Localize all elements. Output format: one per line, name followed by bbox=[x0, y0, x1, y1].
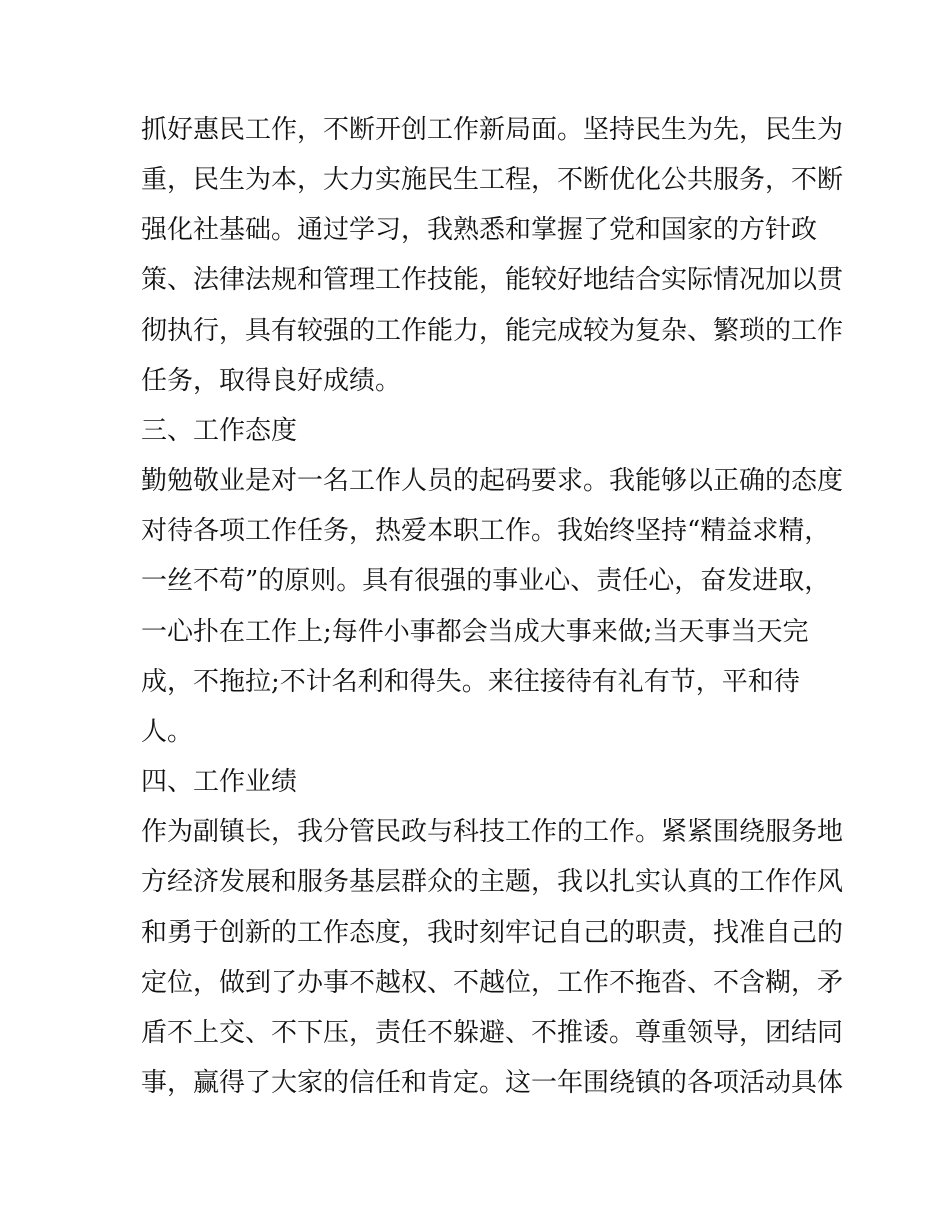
section-heading: 三、工作态度 bbox=[141, 416, 298, 446]
paragraph-line: 定位，做到了办事不越权、不越位，工作不拖沓、不含糊，矛 bbox=[141, 968, 844, 998]
paragraph-line: 强化社基础。通过学习，我熟悉和掌握了党和国家的方针政 bbox=[141, 215, 818, 245]
paragraph-line: 人。 bbox=[141, 717, 194, 747]
paragraph-line: 成，不拖拉;不计名利和得失。来往接待有礼有节，平和待 bbox=[141, 667, 800, 697]
paragraph-line: 一心扑在工作上;每件小事都会当成大事来做;当天事当天完 bbox=[141, 617, 809, 647]
paragraph-line: 作为副镇长，我分管民政与科技工作的工作。紧紧围绕服务地 bbox=[141, 817, 844, 847]
paragraph-line: 重，民生为本，大力实施民生工程，不断优化公共服务，不断 bbox=[141, 165, 844, 195]
paragraph-line: 和勇于创新的工作态度，我时刻牢记自己的职责，找准自己的 bbox=[141, 918, 844, 948]
section-heading: 四、工作业绩 bbox=[141, 767, 298, 797]
paragraph-line: 彻执行，具有较强的工作能力，能完成较为复杂、繁琐的工作 bbox=[141, 316, 844, 346]
paragraph-line: 勤勉敬业是对一名工作人员的起码要求。我能够以正确的态度 bbox=[141, 466, 844, 496]
paragraph-line: 方经济发展和服务基层群众的主题，我以扎实认真的工作作风 bbox=[141, 867, 844, 897]
paragraph-line: 抓好惠民工作，不断开创工作新局面。坚持民生为先，民生为 bbox=[141, 115, 844, 145]
paragraph-line: 盾不上交、不下压，责任不躲避、不推诿。尊重领导，团结同 bbox=[141, 1018, 844, 1048]
paragraph-line: 对待各项工作任务，热爱本职工作。我始终坚持“精益求精， bbox=[141, 516, 831, 546]
paragraph-line: 任务，取得良好成绩。 bbox=[141, 366, 402, 396]
paragraph-line: 事，赢得了大家的信任和肯定。这一年围绕镇的各项活动具体 bbox=[141, 1068, 844, 1098]
paragraph-line: 一丝不苟”的原则。具有很强的事业心、责任心，奋发进取， bbox=[141, 566, 831, 596]
paragraph-line: 策、法律法规和管理工作技能，能较好地结合实际情况加以贯 bbox=[141, 265, 844, 295]
